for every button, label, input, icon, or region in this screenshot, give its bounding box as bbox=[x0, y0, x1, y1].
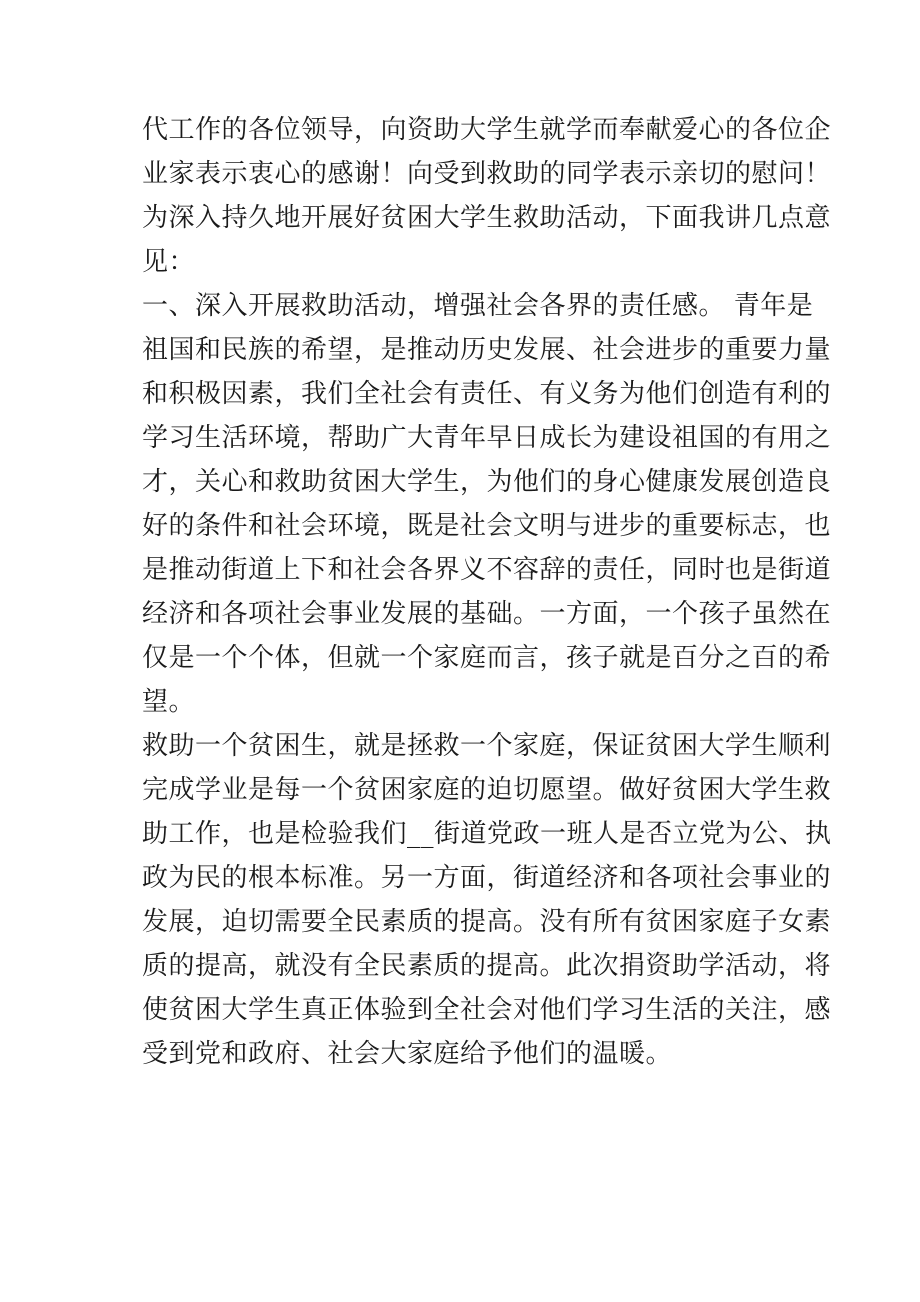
text-line: 学习生活环境，帮助广大青年早日成长为建设祖国的有用之 bbox=[142, 423, 832, 453]
text-line: 经济和各项社会事业发展的基础。一方面，一个孩子虽然在 bbox=[142, 599, 832, 629]
text-line: 是推动街道上下和社会各界义不容辞的责任，同时也是街道 bbox=[142, 555, 832, 585]
text-line: 望。 bbox=[142, 687, 196, 717]
text-line: 和积极因素，我们全社会有责任、有义务为他们创造有利的 bbox=[142, 379, 832, 409]
text-line: 救助一个贫困生，就是拯救一个家庭，保证贫困大学生顺利 bbox=[142, 731, 832, 761]
text-line: 业家表示衷心的感谢！向受到救助的同学表示亲切的慰问！ bbox=[142, 159, 832, 189]
text-line: 一、深入开展救助活动，增强社会各界的责任感。 青年是 bbox=[142, 291, 814, 321]
text-line: 受到党和政府、社会大家庭给予他们的温暖。 bbox=[142, 1039, 673, 1069]
text-line: 好的条件和社会环境，既是社会文明与进步的重要标志，也 bbox=[142, 511, 832, 541]
text-line: 才，关心和救助贫困大学生，为他们的身心健康发展创造良 bbox=[142, 467, 832, 497]
text-line: 仅是一个个体，但就一个家庭而言，孩子就是百分之百的希 bbox=[142, 643, 832, 673]
text-line: 代工作的各位领导，向资助大学生就学而奉献爱心的各位企 bbox=[142, 115, 832, 145]
text-line: 见： bbox=[142, 247, 196, 277]
text-line: 质的提高，就没有全民素质的提高。此次捐资助学活动，将 bbox=[142, 951, 832, 981]
text-line: 为深入持久地开展好贫困大学生救助活动，下面我讲几点意 bbox=[142, 203, 832, 233]
text-line: 祖国和民族的希望，是推动历史发展、社会进步的重要力量 bbox=[142, 335, 832, 365]
text-line: 使贫困大学生真正体验到全社会对他们学习生活的关注，感 bbox=[142, 995, 832, 1025]
document-body bbox=[142, 108, 832, 1076]
text-line: 完成学业是每一个贫困家庭的迫切愿望。做好贫困大学生救 bbox=[142, 775, 832, 805]
text-line: 发展，迫切需要全民素质的提高。没有所有贫困家庭子女素 bbox=[142, 907, 832, 937]
text-line: 政为民的根本标准。另一方面，街道经济和各项社会事业的 bbox=[142, 863, 832, 893]
text-line: 助工作，也是检验我们__街道党政一班人是否立党为公、执 bbox=[142, 819, 832, 849]
